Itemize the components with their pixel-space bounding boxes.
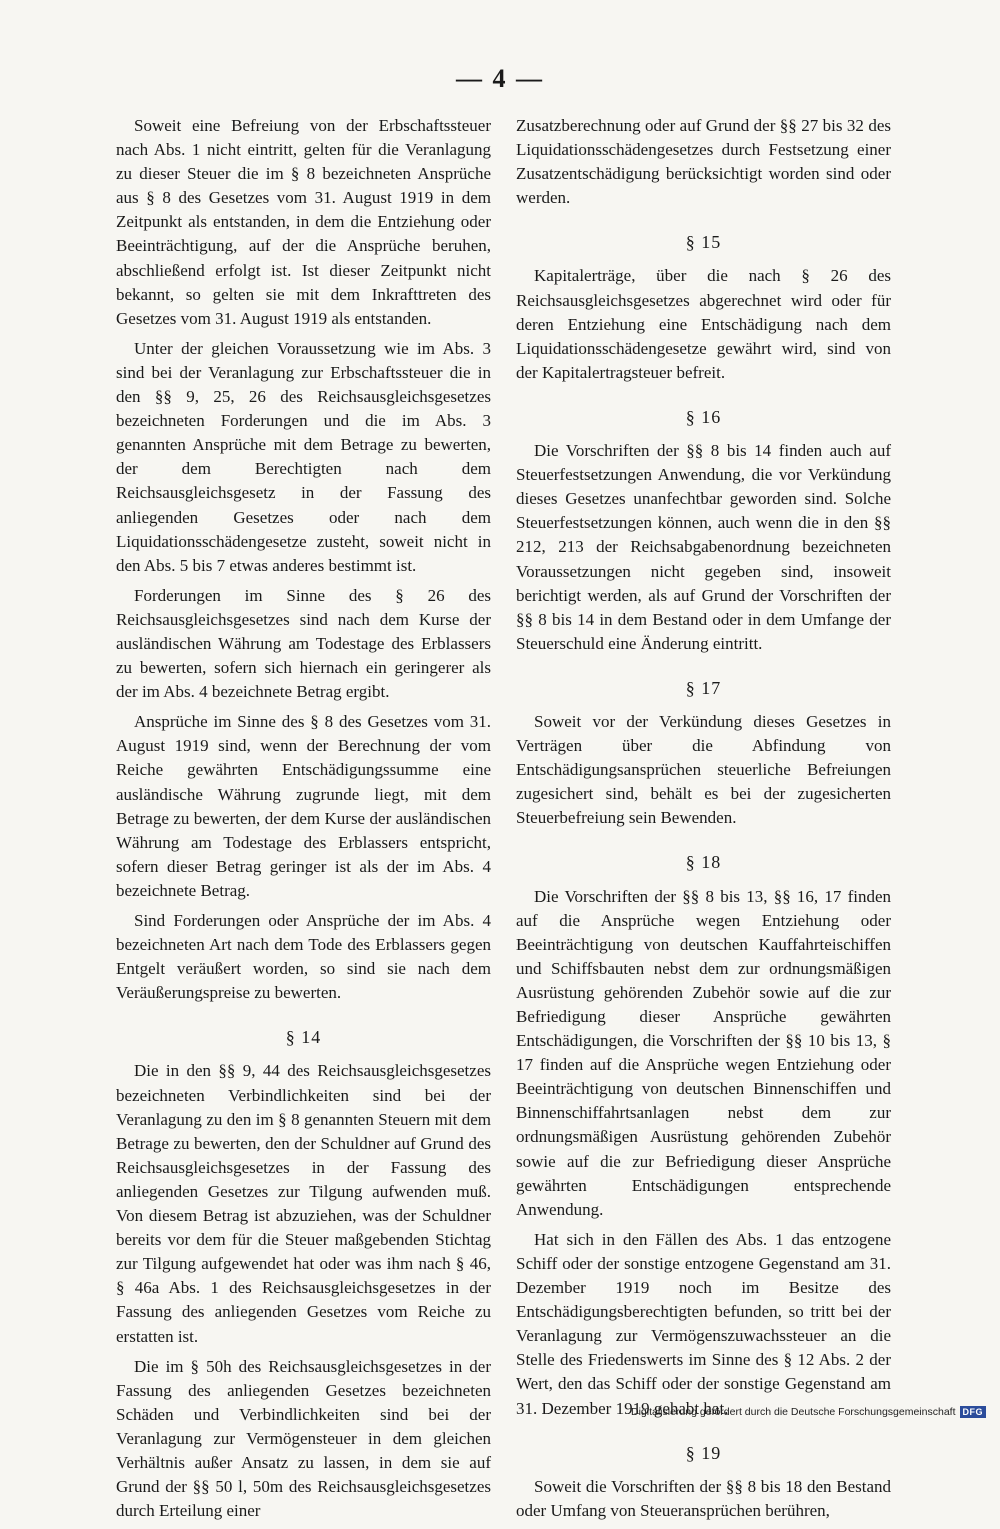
right-column <box>516 114 891 1529</box>
paragraph: Ansprüche im Sinne des § 8 des Gesetzes vom 31. August 1919 sind, wenn der Berechnung der vom Reiche gewährten Entschädigungssumme eine ausländische Währung zugrunde liegt, mit dem Betrage zu bewerten, der dem Kurse der ausländischen Währung am Todestage des Erblassers entspricht, sofern dieser Betrag geringer ist als der im Abs. 4 bezeichnete Betrag. <box>116 712 491 900</box>
paragraph: Unter der gleichen Voraussetzung wie im Abs. 3 sind bei der Veranlagung zur Erbschaftssteuer die in den §§ 9, 25, 26 des Reichsausgleichsgesetzes bezeichneten Forderungen und die im Abs. 3 genannten Ansprüche mit dem Betrage zu bewerten, der dem Berechtigten nach dem Reichsausgleichsgesetz in der Fassung des anliegenden Gesetzes oder nach dem Liquidationsschädengesetze zusteht, soweit nicht in den Abs. 5 bis 7 etwas anderes bestimmt ist. <box>116 338 491 575</box>
paragraph: Hat sich in den Fällen des Abs. 1 das entzogene Schiff oder der sonstige entzogene Gegenstand am 31. Dezember 1919 noch im Besitze des Entschädigungsberechtigten befunden, so tritt bei der Veranlagung zur Vermögenszuwachssteuer an die Stelle des Friedenswerts im Sinne des § 12 Abs. 2 der Wert, den das Schiff oder der sonstige Gegenstand am 31. Dezember 1919 gehabt hat. <box>516 1229 891 1418</box>
section-heading: § 14 <box>285 1027 322 1048</box>
dfg-logo-icon: DFG <box>960 1406 987 1418</box>
paragraph: Die Vorschriften der §§ 8 bis 13, §§ 16, 17 finden auf die Ansprüche wegen Entziehung oder Beeinträchtigung von deutschen Kauffahrteischiffen und Schiffsbauten nebst dem zur ordnungsmäßigen Ausrüstung gehörenden Zubehör sowie auf die zur Befriedigung dieser Ansprüche gewährten Entschädigungen, die Vorschriften der §§ 10 bis 13, § 17 finden auf die Ansprüche wegen Entziehung oder Beeinträchtigung von deutschen Binnenschiffen und Binnenschiffahrtsanlagen nebst dem zur ordnungsmäßigen Ausrüstung gehörenden Zubehör sowie auf die zur Befriedigung dieser Ansprüche gewährten Entschädigungen entsprechende Anwendung. <box>516 886 891 1219</box>
left-column <box>116 114 491 1529</box>
paragraph: Soweit eine Befreiung von der Erbschaftssteuer nach Abs. 1 nicht eintritt, gelten für die Veranlagung zu dieser Steuer die im § 8 bezeichneten Ansprüche aus § 8 des Gesetzes vom 31. August 1919 in dem Zeitpunkt als entstanden, in dem die Entziehung oder Beeinträchtigung, auf der die Ansprüche beruhen, abschließend erfolgt ist. Ist dieser Zeitpunkt nicht bekannt, so gelten sie mit dem Inkrafttreten des Gesetzes vom 31. August 1919 als entstanden. <box>116 116 491 328</box>
section-heading: § 19 <box>685 1442 722 1463</box>
paragraph: Die in den §§ 9, 44 des Reichsausgleichsgesetzes bezeichneten Verbindlichkeiten sind bei der Veranlagung zu den im § 8 genannten Steuern mit dem Betrage zu bewerten, den der Schuldner auf Grund des Reichsausgleichsgesetzes in der Fassung des anliegenden Gesetzes zur Tilgung aufwenden muß. Von diesem Betrag ist abzuziehen, was der Schuldner bereits vor dem für die Steuer maßgebenden Stichtag zur Tilgung aufgewendet hat oder was ihm nach § 46, § 46a Abs. 1 des Reichsausgleichsgesetzes in der Fassung des anliegenden Gesetzes vom Reiche zu erstatten ist. <box>116 1061 491 1346</box>
paragraph: Forderungen im Sinne des § 26 des Reichsausgleichsgesetzes sind nach dem Kurse der ausländischen Währung am Todestage des Erblassers zu bewerten, sofern sich hiernach ein geringerer als der im Abs. 4 bezeichnete Betrag ergibt. <box>116 585 491 702</box>
paragraph: Die Vorschriften der §§ 8 bis 14 finden auch auf Steuerfestsetzungen Anwendung, die vor Verkündung dieses Gesetzes unanfechtbar geworden sind. Solche Steuerfestsetzungen können, auch wenn die in den §§ 212, 213 der Reichsabgabenordnung bezeichneten Voraussetzungen nicht gegeben sind, insoweit berichtigt werden, als auf Grund der Vorschriften der §§ 8 bis 14 in dem Bestand oder in dem Umfange der Steuerschuld eine Änderung eintritt. <box>516 441 891 653</box>
credit-text: Digitalisierung gefördert durch die Deutsche Forschungsgemeinschaft <box>630 1406 956 1418</box>
paragraph-continued: Zusatzberechnung oder auf Grund der §§ 27 bis 32 des Liquidationsschädengesetzes durch Festsetzung einer Zusatzentschädigung berücksichtigt worden sind oder werden. <box>516 116 891 208</box>
page-number: — 4 — <box>456 64 544 93</box>
section-heading: § 18 <box>685 852 722 873</box>
paragraph: Die im § 50h des Reichsausgleichsgesetzes in der Fassung des anliegenden Gesetzes bezeichneten Schäden und Verbindlichkeiten sind bei der Veranlagung zur Vermögensteuer in dem gleichen Verhältnis außer Ansatz zu lassen, in dem sie auf Grund der §§ 50 l, 50m des Reichsausgleichsgesetzes durch Erteilung einer <box>116 1356 491 1521</box>
footer-credit <box>631 1406 986 1418</box>
section-heading: § 16 <box>685 406 722 427</box>
paragraph: Sind Forderungen oder Ansprüche der im Abs. 4 bezeichneten Art nach dem Tode des Erblassers gegen Entgelt veräußert worden, so sind sie nach dem Veräußerungspreise zu bewerten. <box>116 911 491 1003</box>
section-heading: § 15 <box>685 232 722 253</box>
section-heading: § 17 <box>685 677 722 698</box>
paragraph: Soweit die Vorschriften der §§ 8 bis 18 den Bestand oder Umfang von Steueransprüchen berühren, <box>516 1476 891 1520</box>
paragraph: Soweit vor der Verkündung dieses Gesetzes in Verträgen über die Abfindung von Entschädigungsansprüchen steuerliche Befreiungen zugesichert sind, behält es bei der zugesicherten Steuerbefreiung sein Bewenden. <box>516 711 891 828</box>
paragraph: Kapitalerträge, über die nach § 26 des Reichsausgleichsgesetzes abgerechnet wird oder für deren Entziehung eine Entschädigung nach dem Liquidationsschädengesetze gewährt wird, sind von der Kapitalertragsteuer befreit. <box>516 266 891 382</box>
